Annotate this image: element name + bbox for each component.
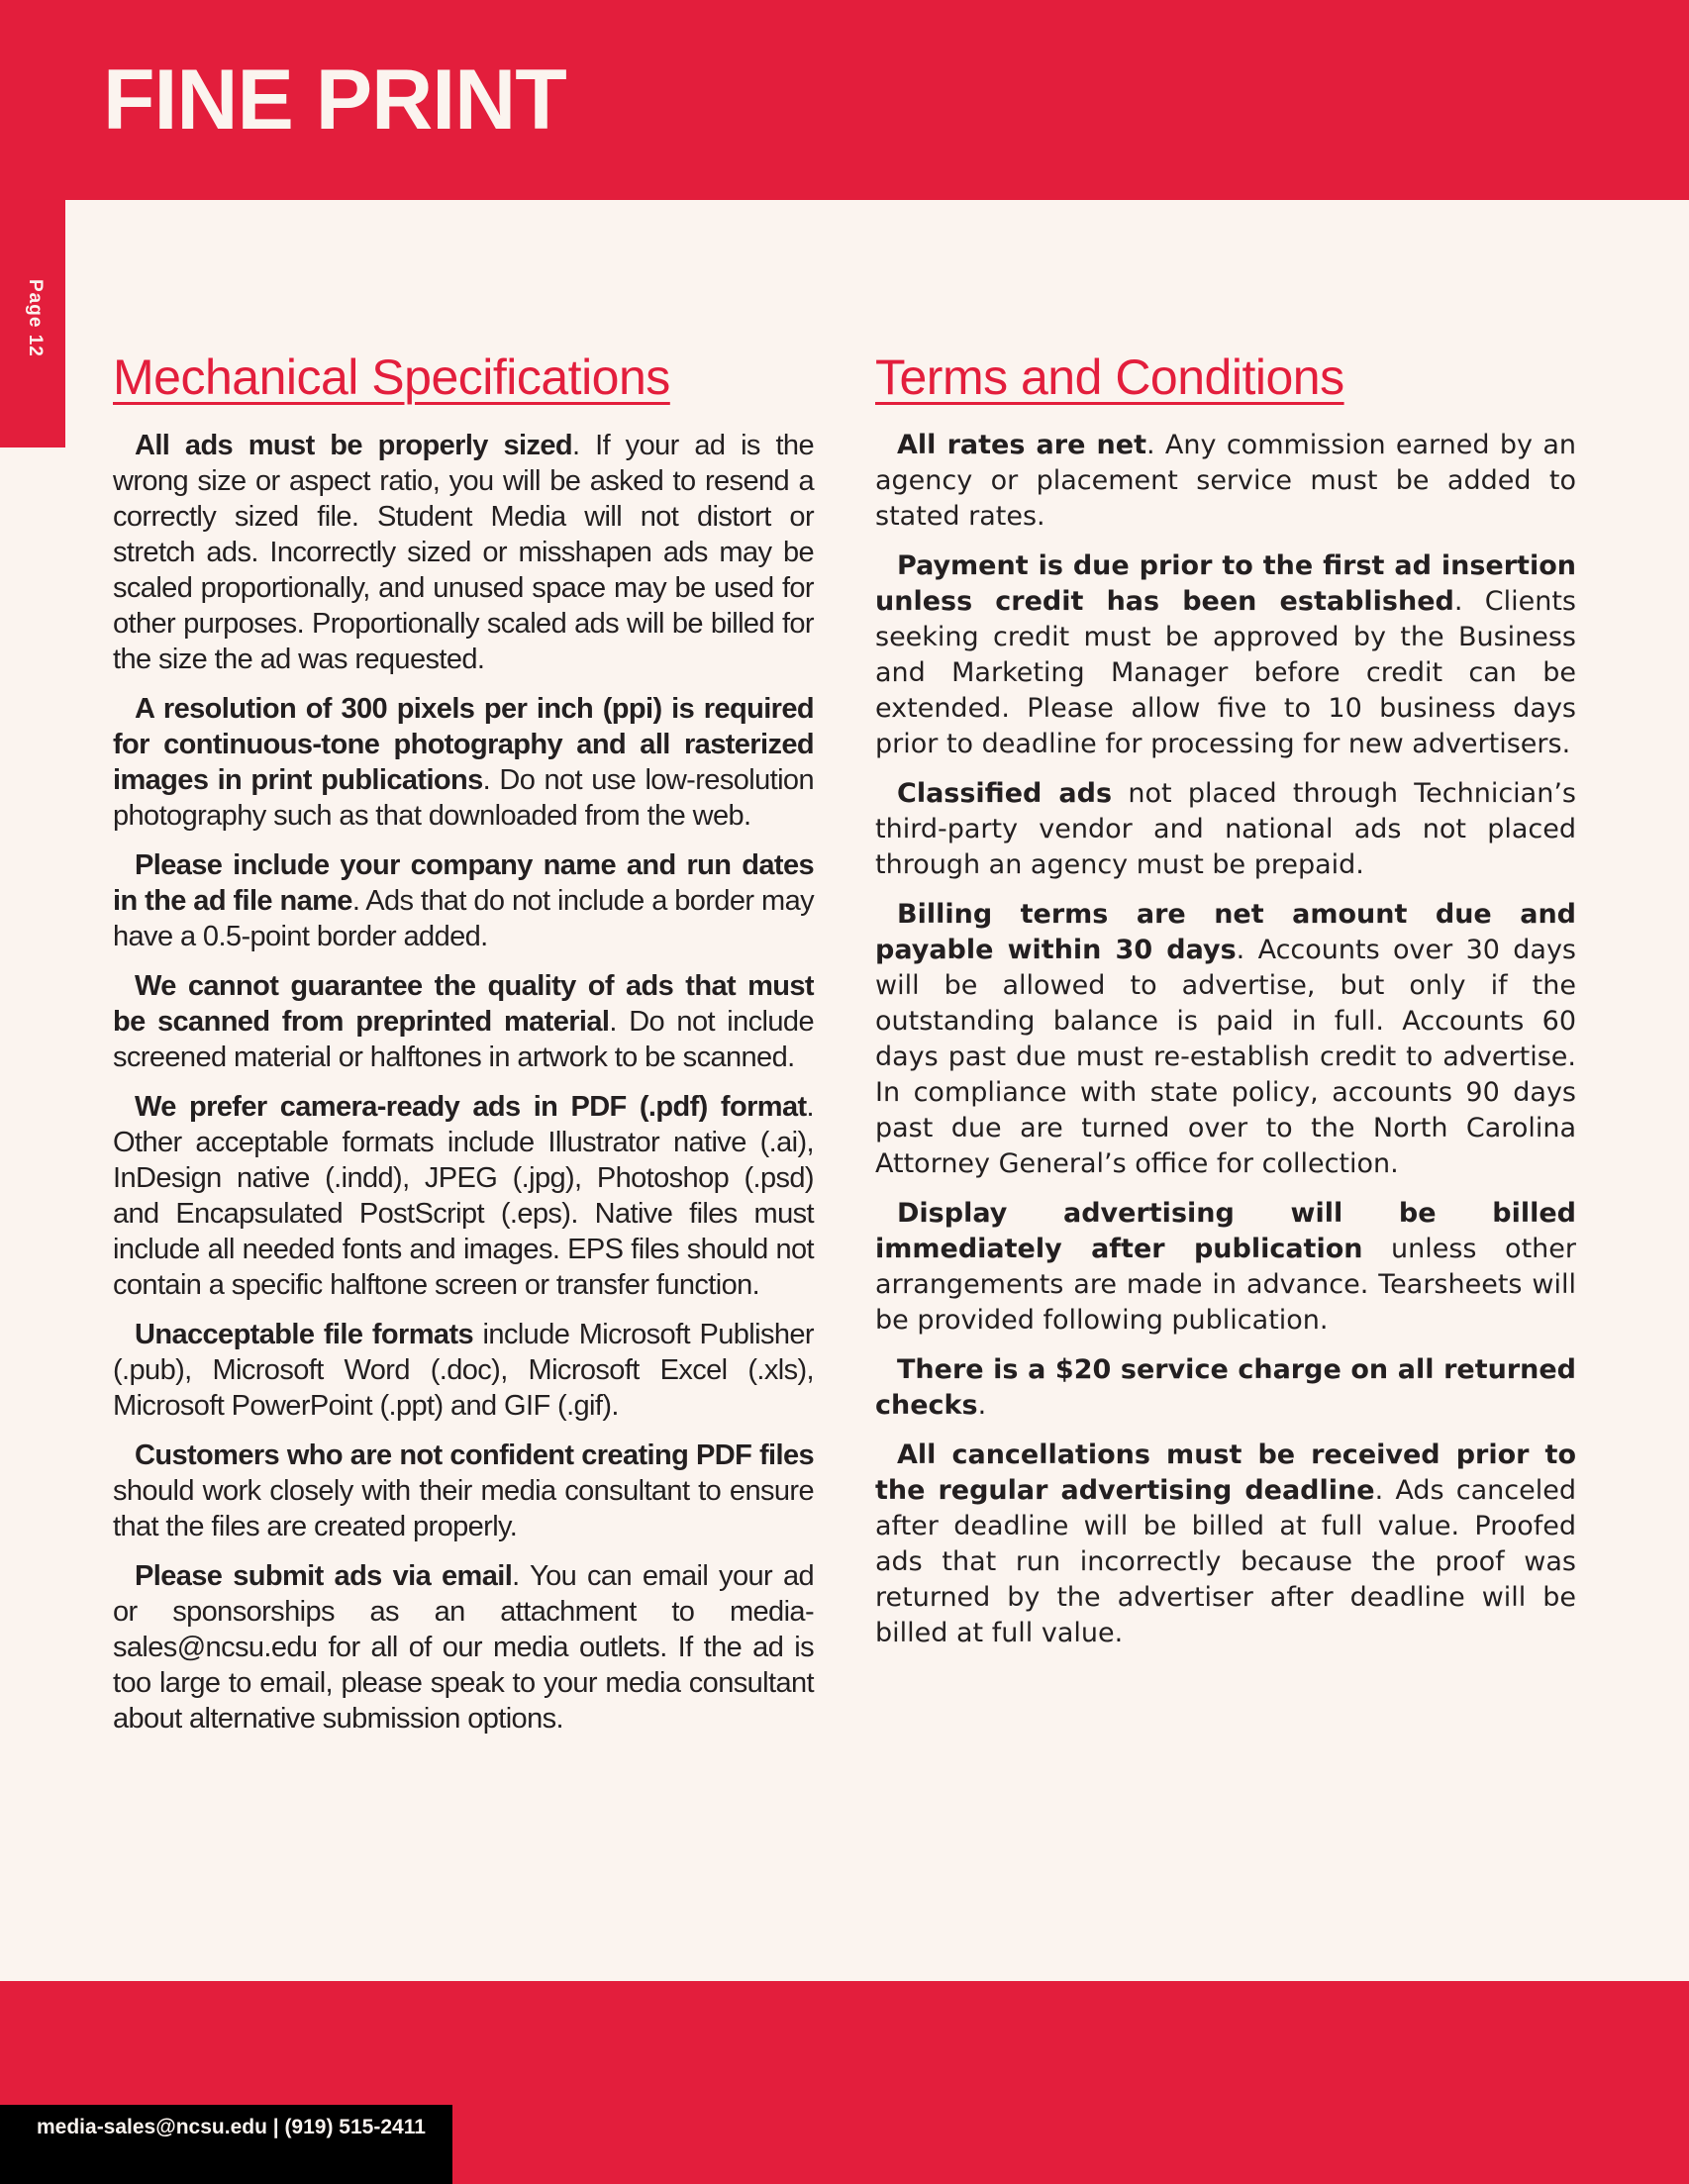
- paragraph: [875, 1196, 1576, 1339]
- paragraph-lead: Classified ads: [897, 778, 1113, 809]
- paragraph: [113, 1558, 814, 1737]
- paragraph: [113, 1317, 814, 1424]
- paragraph-lead: Payment is due prior to the first ad insertion unless credit has been established: [875, 550, 1576, 617]
- paragraph: [875, 1438, 1576, 1651]
- contact-box: [0, 2105, 452, 2184]
- paragraph-body: . Do not include screened material or halftones in artwork to be scanned.: [113, 1006, 814, 1073]
- paragraph: [875, 548, 1576, 762]
- paragraph: [875, 897, 1576, 1182]
- paragraph-body: . Other acceptable formats include Illustrator native (.ai), InDesign native (.indd), JPEG (.jpg), Photoshop (.psd) and Encapsulated PostScript (.eps). Native files must include all needed fonts and images. EPS files should not contain a specific halftone screen or transfer function.: [113, 1091, 814, 1301]
- paragraph-body: include Microsoft Publisher (.pub), Microsoft Word (.doc), Microsoft Excel (.xls), Microsoft PowerPoint (.ppt) and GIF (.gif).: [113, 1319, 814, 1422]
- paragraph-lead: Unacceptable file formats: [135, 1319, 474, 1350]
- paragraph: [875, 776, 1576, 883]
- paragraph-lead: All rates are net: [897, 430, 1146, 460]
- paragraph-body: . Ads canceled after deadline will be billed at full value. Proofed ads that run incorrectly because the proof was returned by the advertiser after deadline will be billed at full value.: [875, 1475, 1576, 1648]
- paragraph: [113, 1089, 814, 1303]
- paragraph: [113, 847, 814, 954]
- paragraph-body: .: [977, 1390, 987, 1421]
- paragraph-body: . Accounts over 30 days will be allowed to advertise, but only if the outstanding balance is paid in full. Accounts 60 days past due must re-establish credit to advertise. In compliance with state policy, accounts 90 days past due are turned over to the North Carolina Attorney General’s office for collection.: [875, 935, 1576, 1179]
- paragraph-lead: All ads must be properly sized: [135, 430, 572, 461]
- paragraph: [113, 691, 814, 834]
- paragraph-lead: Customers who are not confident creating PDF files: [135, 1439, 814, 1471]
- paragraph-body: unless other arrangements are made in advance. Tearsheets will be provided following publication.: [875, 1234, 1576, 1336]
- paragraph-lead: Display advertising will be billed immediately after publication: [875, 1198, 1576, 1264]
- paragraph-body: . If your ad is the wrong size or aspect ratio, you will be asked to resend a correctly sized file. Student Media will not distort or stretch ads. Incorrectly sized or misshapen ads may be scaled proportionally, and unused space may be used for other purposes. Proportionally scaled ads will be billed for the size the ad was requested.: [113, 430, 814, 675]
- paragraph-lead: All cancellations must be received prior to the regular advertising deadline: [875, 1439, 1576, 1506]
- paragraph-body: . Do not use low-resolution photography such as that downloaded from the web.: [113, 764, 814, 832]
- section-heading-mechanical: Mechanical Specifications: [113, 349, 670, 405]
- header-banner: [0, 0, 1689, 200]
- paragraph-lead: There is a $20 service charge on all returned checks: [875, 1354, 1576, 1421]
- paragraph-lead: Please include your company name and run dates in the ad file name: [113, 849, 814, 917]
- paragraph-body: . Any commission earned by an agency or placement service must be added to stated rates.: [875, 430, 1576, 532]
- paragraph: [875, 428, 1576, 535]
- paragraph-lead: Billing terms are net amount due and payable within 30 days: [875, 899, 1576, 965]
- page-number-label: Page 12: [25, 279, 46, 357]
- section-heading-terms: Terms and Conditions: [875, 349, 1344, 405]
- paragraph: [113, 428, 814, 677]
- paragraph-lead: A resolution of 300 pixels per inch (ppi) is required for continuous-tone photography and all rasterized images in print publications: [113, 693, 814, 796]
- mechanical-specifications-section: [113, 348, 814, 1750]
- paragraph-lead: Please submit ads via email: [135, 1560, 513, 1592]
- paragraph: [113, 1438, 814, 1544]
- terms-conditions-section: [875, 348, 1576, 1665]
- paragraph: [113, 968, 814, 1075]
- paragraph-body: . Ads that do not include a border may have a 0.5-point border added.: [113, 885, 814, 952]
- paragraph-body: . Clients seeking credit must be approved by the Business and Marketing Manager before credit can be extended. Please allow five to 10 business days prior to deadline for processing for new advertisers.: [875, 586, 1576, 759]
- paragraph-lead: We cannot guarantee the quality of ads that must be scanned from preprinted material: [113, 970, 814, 1038]
- paragraph-body: should work closely with their media consultant to ensure that the files are created properly.: [113, 1475, 814, 1542]
- contact-info: media-sales@ncsu.edu | (919) 515-2411: [37, 2116, 426, 2138]
- page-title: FINE PRINT: [103, 52, 566, 148]
- paragraph-lead: We prefer camera-ready ads in PDF (.pdf) format: [135, 1091, 807, 1123]
- paragraph: [875, 1352, 1576, 1424]
- paragraph-body: not placed through Technician’s third-party vendor and national ads not placed through an agency must be prepaid.: [875, 778, 1576, 880]
- paragraph-body: . You can email your ad or sponsorships as an attachment to media-sales@ncsu.edu for all of our media outlets. If the ad is too large to email, please speak to your media consultant about alternative submission options.: [113, 1560, 815, 1735]
